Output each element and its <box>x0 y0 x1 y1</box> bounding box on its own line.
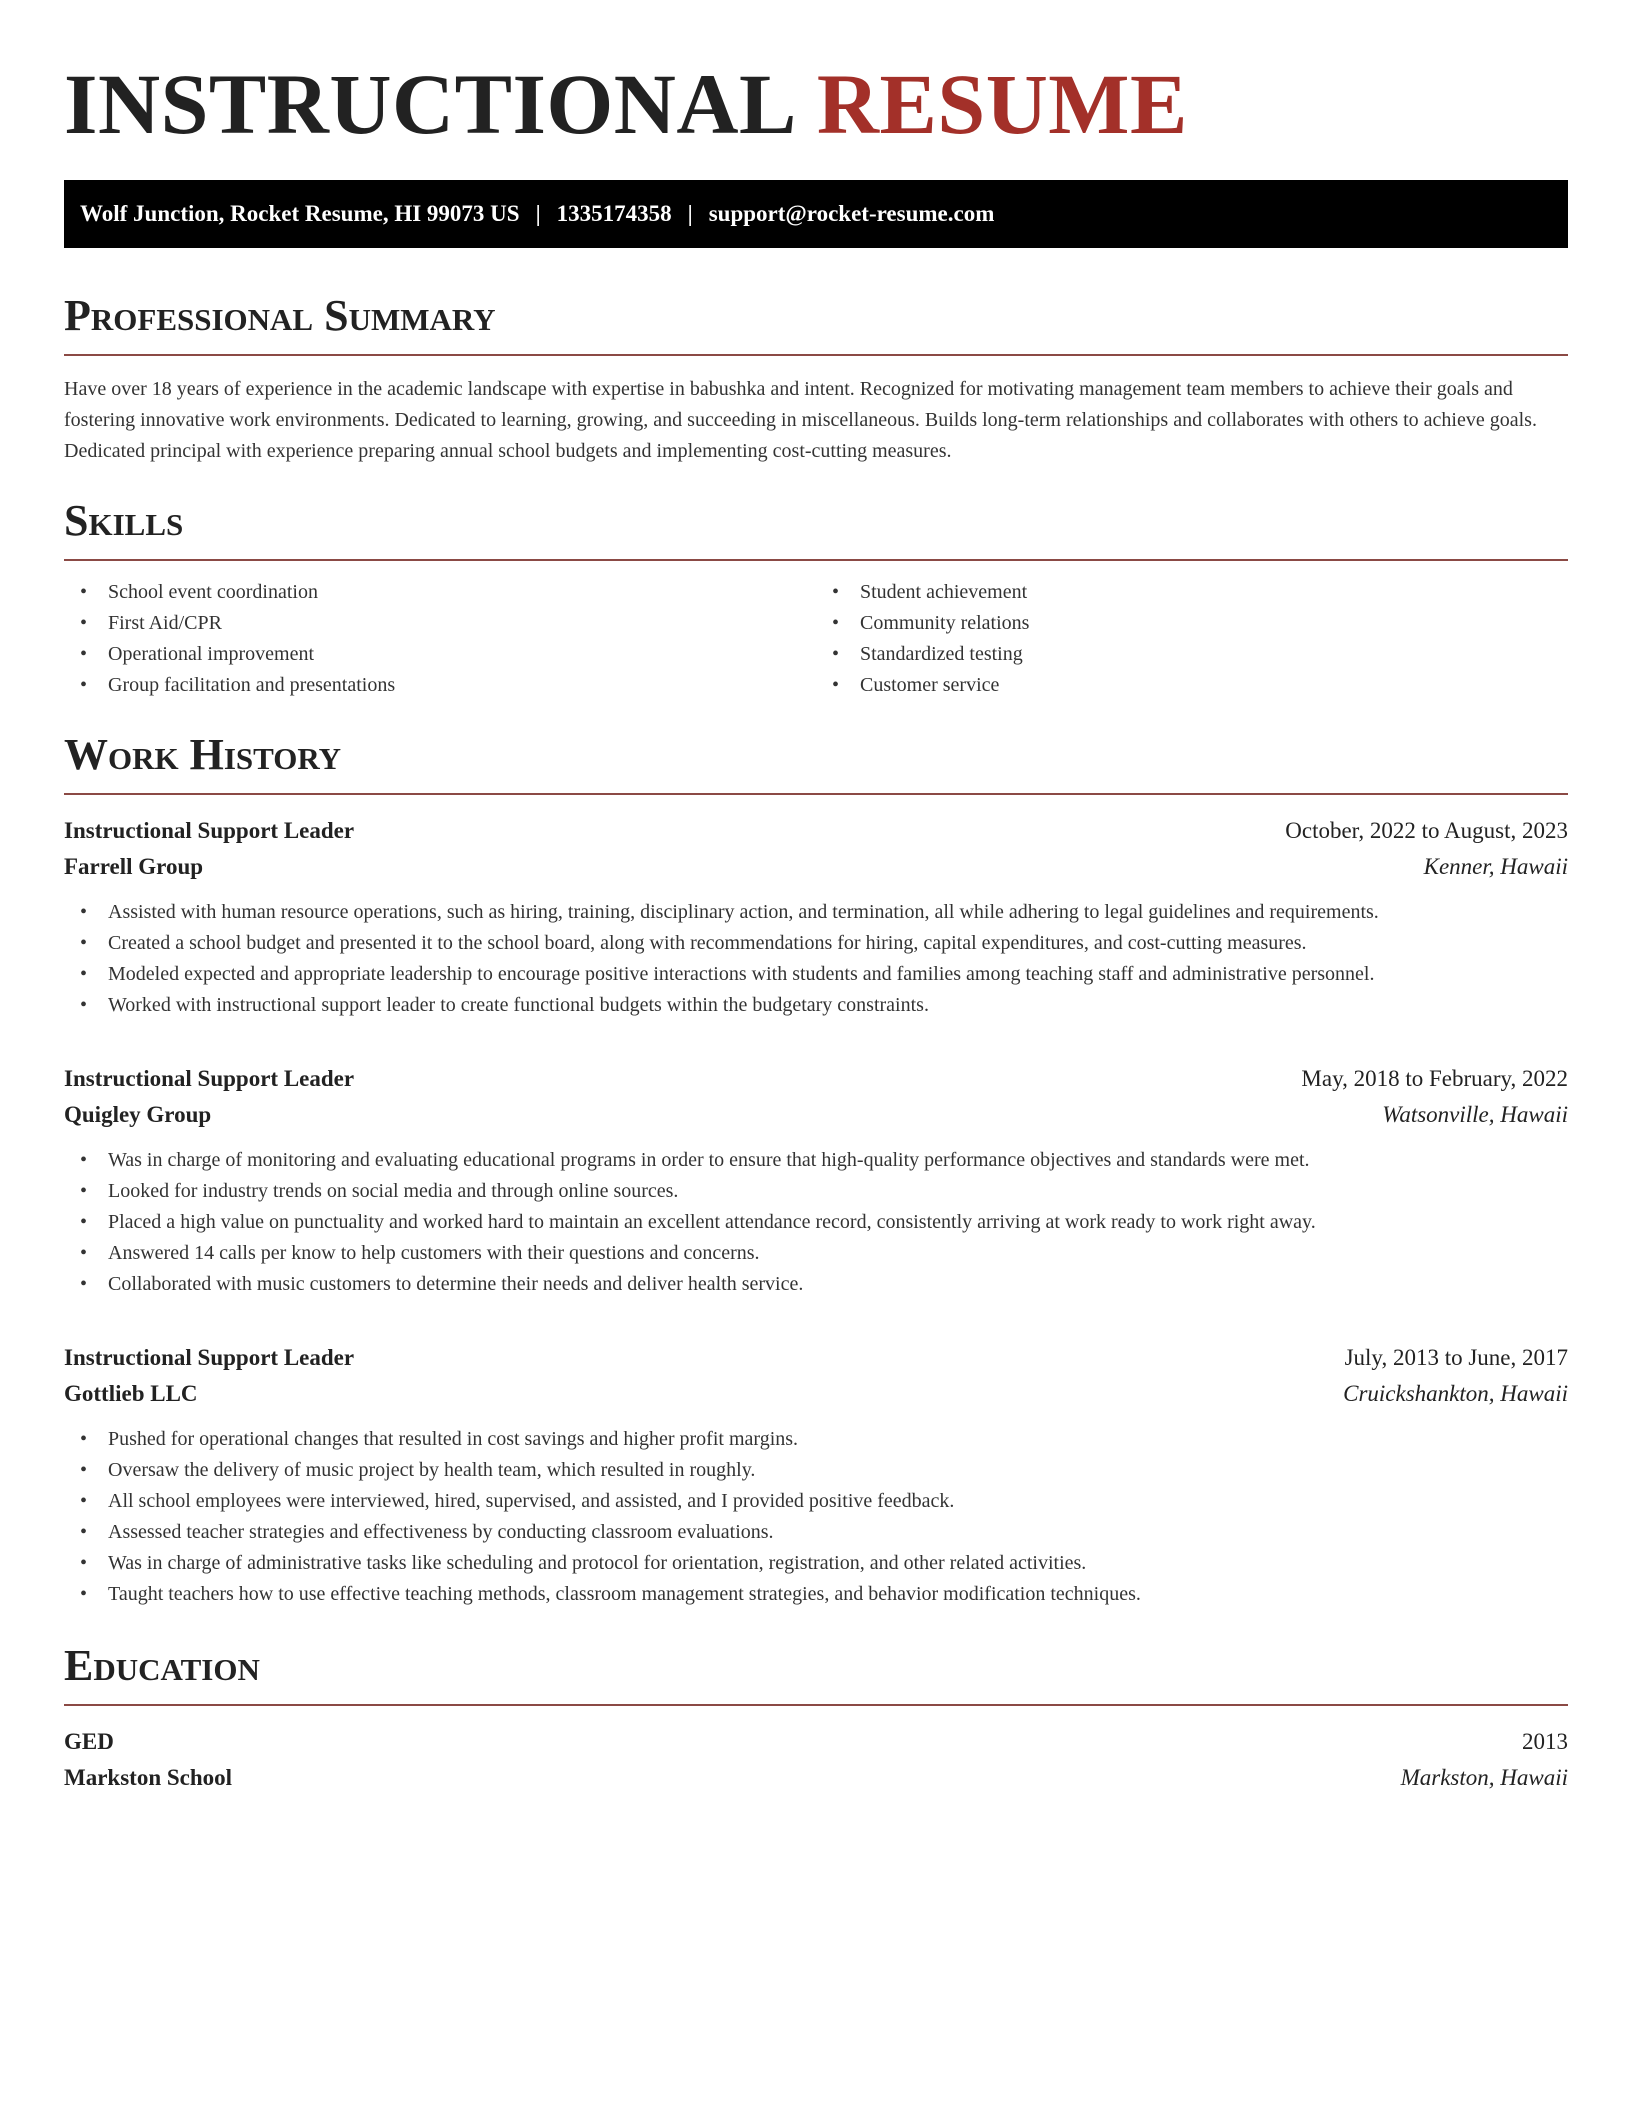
job-company: Gottlieb LLC <box>64 1381 198 1406</box>
education-location: Markston, Hawaii <box>1400 1765 1568 1790</box>
skill-item: • Operational improvement <box>64 639 816 670</box>
duty-item: • Looked for industry trends on social media and through online sources. <box>64 1176 1568 1207</box>
duty-item: • All school employees were interviewed, hired, supervised, and assisted, and I provided positive feedback. <box>64 1486 1568 1517</box>
skill-item: • First Aid/CPR <box>64 608 816 639</box>
job-dates: May, 2018 to February, 2022 <box>1301 1066 1568 1091</box>
section-divider <box>64 1704 1568 1706</box>
section-divider <box>64 793 1568 795</box>
duty-item: • Assisted with human resource operations, such as hiring, training, disciplinary action, and termination, all while adhering to legal guidelines and requirements. <box>64 897 1568 928</box>
contact-separator: | <box>687 201 693 226</box>
skill-item: • Customer service <box>816 670 1568 701</box>
education-year: 2013 <box>1522 1729 1568 1754</box>
skills-heading: Skills <box>64 496 184 545</box>
duty-item: • Oversaw the delivery of music project by health team, which resulted in roughly. <box>64 1455 1568 1486</box>
job-title: Instructional Support Leader <box>64 818 355 843</box>
job-entry <box>64 1061 1568 1300</box>
skill-item: • Group facilitation and presentations <box>64 670 816 701</box>
duty-item: • Pushed for operational changes that resulted in cost savings and higher profit margins. <box>64 1424 1568 1455</box>
job-duties <box>64 1145 1568 1300</box>
job-entry <box>64 813 1568 1021</box>
duty-item: • Worked with instructional support leader to create functional budgets within the budgetary constraints. <box>64 990 1568 1021</box>
summary-heading: Professional Summary <box>64 291 496 340</box>
contact-separator: | <box>535 201 541 226</box>
education-heading: Education <box>64 1641 260 1690</box>
work-history-heading: Work History <box>64 730 342 779</box>
contact-address: Wolf Junction, Rocket Resume, HI 99073 US <box>80 201 520 226</box>
job-dates: July, 2013 to June, 2017 <box>1344 1345 1568 1370</box>
job-location: Kenner, Hawaii <box>1423 854 1568 879</box>
duty-item: • Taught teachers how to use effective teaching methods, classroom management strategies, and behavior modification techniques. <box>64 1579 1568 1610</box>
job-company: Quigley Group <box>64 1102 212 1127</box>
contact-email: support@rocket-resume.com <box>708 201 995 226</box>
title-part-2: RESUME <box>816 56 1188 152</box>
job-location: Cruickshankton, Hawaii <box>1343 1381 1568 1406</box>
duty-item: • Collaborated with music customers to determine their needs and deliver health service. <box>64 1269 1568 1300</box>
job-dates: October, 2022 to August, 2023 <box>1285 818 1568 843</box>
duty-item: • Answered 14 calls per know to help customers with their questions and concerns. <box>64 1238 1568 1269</box>
skills-list <box>64 577 1568 701</box>
job-location: Watsonville, Hawaii <box>1382 1102 1568 1127</box>
duty-item: • Created a school budget and presented it to the school board, along with recommendations for hiring, capital expenditures, and cost-cutting measures. <box>64 928 1568 959</box>
duty-item: • Was in charge of administrative tasks like scheduling and protocol for orientation, registration, and other related activities. <box>64 1548 1568 1579</box>
job-title: Instructional Support Leader <box>64 1066 355 1091</box>
skill-item: • Student achievement <box>816 577 1568 608</box>
education-school: Markston School <box>64 1765 233 1790</box>
job-entry <box>64 1340 1568 1610</box>
section-divider <box>64 559 1568 561</box>
resume-title <box>64 0 1568 152</box>
job-title: Instructional Support Leader <box>64 1345 355 1370</box>
job-company: Farrell Group <box>64 854 204 879</box>
skill-item: • Community relations <box>816 608 1568 639</box>
duty-item: • Assessed teacher strategies and effectiveness by conducting classroom evaluations. <box>64 1517 1568 1548</box>
title-part-1: INSTRUCTIONAL <box>64 56 797 152</box>
skill-item: • School event coordination <box>64 577 816 608</box>
skill-item: • Standardized testing <box>816 639 1568 670</box>
section-divider <box>64 354 1568 356</box>
job-duties <box>64 897 1568 1021</box>
contact-phone: 1335174358 <box>556 201 672 226</box>
education-degree: GED <box>64 1729 114 1754</box>
duty-item: • Modeled expected and appropriate leadership to encourage positive interactions with students and families among teaching staff and administrative personnel. <box>64 959 1568 990</box>
skills-column-right <box>816 577 1568 701</box>
duty-item: • Placed a high value on punctuality and worked hard to maintain an excellent attendance record, consistently arriving at work ready to work right away. <box>64 1207 1568 1238</box>
contact-bar <box>64 180 1568 248</box>
summary-text: Have over 18 years of experience in the academic landscape with expertise in babushka and intent. Recognized for motivating management team members to achieve their goals and fostering innovative work environments. Dedicated to learning, growing, and succeeding in miscellaneous. Builds long-term relationships and collaborates with others to achieve goals. Dedicated principal with experience preparing annual school budgets and implementing cost-cutting measures. <box>64 378 1537 462</box>
job-duties <box>64 1424 1568 1610</box>
duty-item: • Was in charge of monitoring and evaluating educational programs in order to ensure that high-quality performance objectives and standards were met. <box>64 1145 1568 1176</box>
skills-column-left <box>64 577 816 701</box>
education-entry <box>64 1724 1568 1796</box>
